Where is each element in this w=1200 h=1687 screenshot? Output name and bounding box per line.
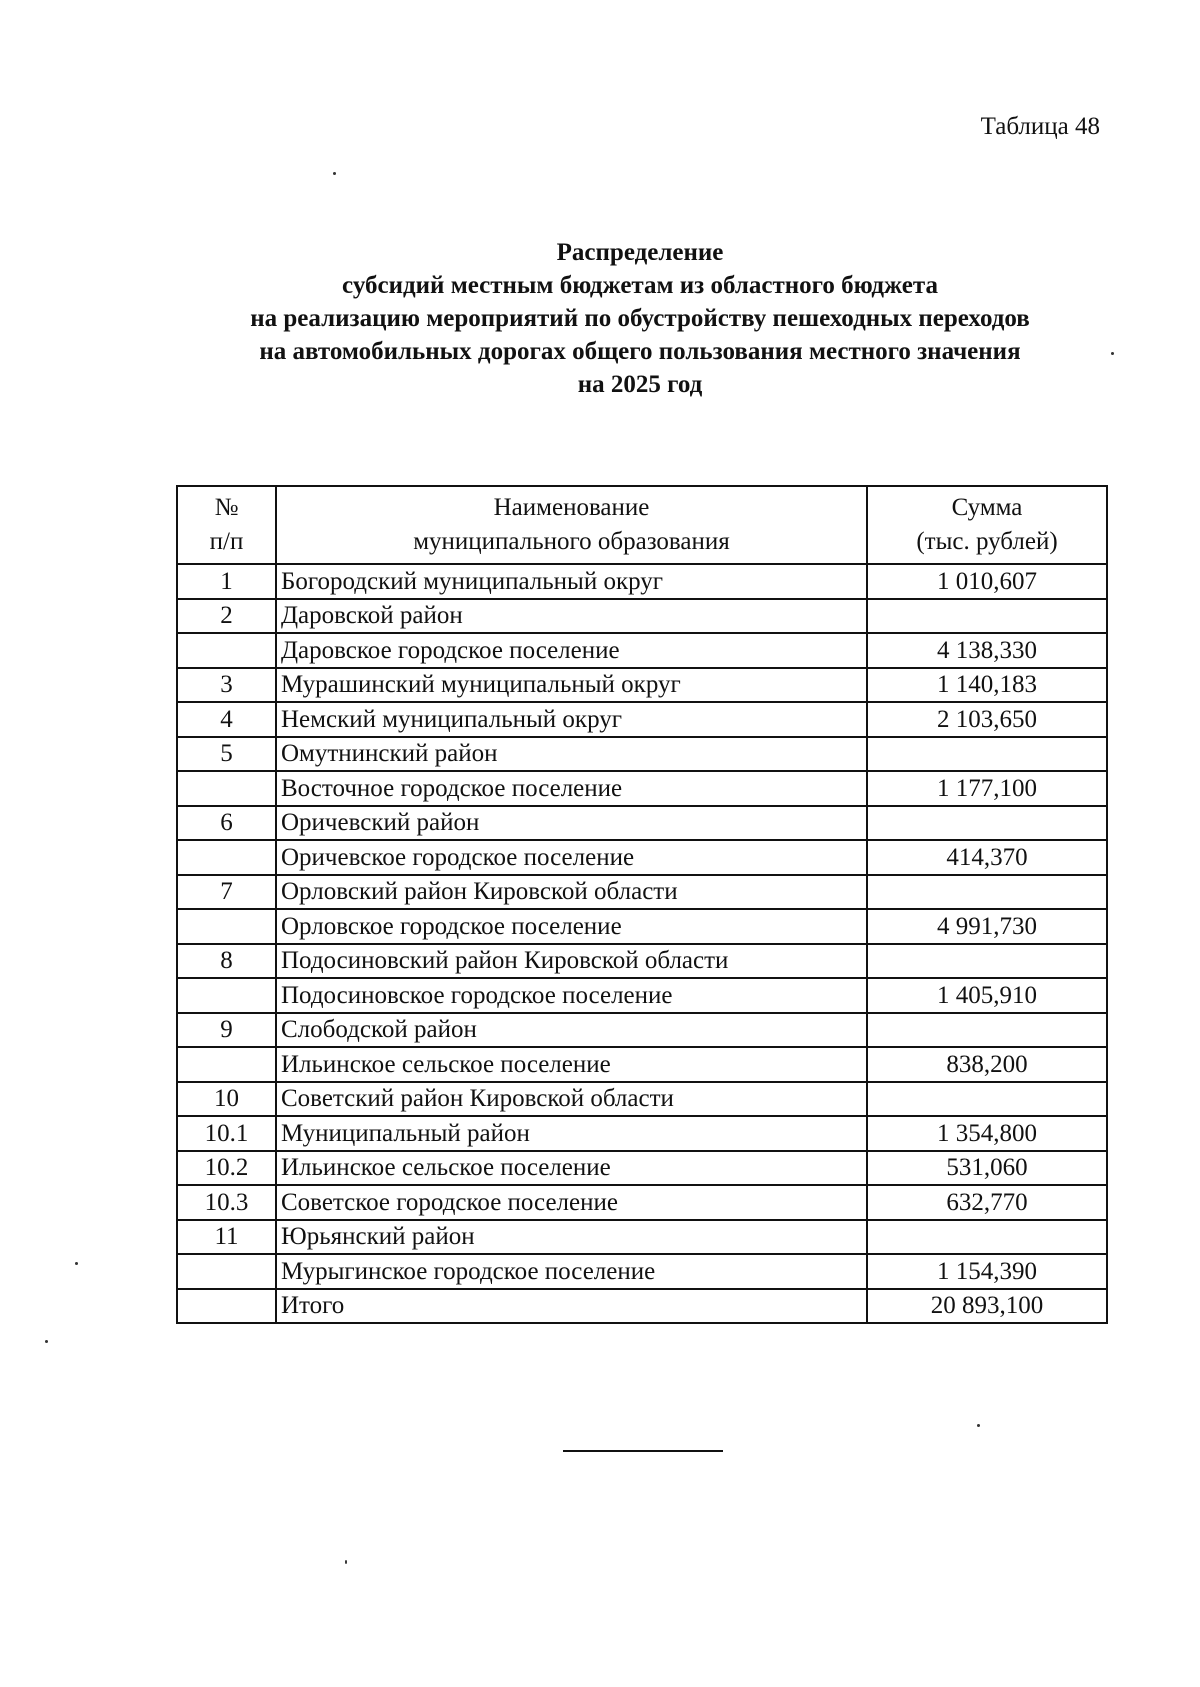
row-sum: 1 405,910 (867, 978, 1107, 1013)
row-number: 1 (177, 564, 276, 599)
row-sum: 20 893,100 (867, 1289, 1107, 1324)
row-name: Оричевский район (276, 806, 867, 841)
scan-speck (345, 1560, 347, 1564)
scan-speck (45, 1340, 48, 1343)
title-line: на 2025 год (577, 371, 703, 398)
table-row (177, 875, 1107, 910)
row-sum: 531,060 (867, 1151, 1107, 1186)
row-number: 8 (177, 944, 276, 979)
column-header-number: № п/п (177, 486, 276, 564)
row-sum: 1 010,607 (867, 564, 1107, 599)
table-row (177, 944, 1107, 979)
table-row (177, 633, 1107, 668)
table-row (177, 1185, 1107, 1220)
row-number: 7 (177, 875, 276, 910)
row-sum: 1 154,390 (867, 1254, 1107, 1289)
column-header-name: Наименование муниципального образования (276, 486, 867, 564)
row-sum: 1 354,800 (867, 1116, 1107, 1151)
row-number: 2 (177, 599, 276, 634)
row-number (177, 840, 276, 875)
row-name: Подосиновский район Кировской области (276, 944, 867, 979)
table-header-row (177, 486, 1107, 564)
subsidy-table (176, 485, 1108, 1324)
table-row (177, 771, 1107, 806)
row-sum: 414,370 (867, 840, 1107, 875)
row-name: Подосиновское городское поселение (276, 978, 867, 1013)
row-number (177, 978, 276, 1013)
row-sum (867, 599, 1107, 634)
row-number: 10.2 (177, 1151, 276, 1186)
table-row (177, 840, 1107, 875)
end-divider (563, 1450, 723, 1452)
table-row (177, 599, 1107, 634)
row-sum: 1 177,100 (867, 771, 1107, 806)
row-sum (867, 806, 1107, 841)
table-row (177, 1116, 1107, 1151)
table-row (177, 1082, 1107, 1117)
document-title (140, 236, 1140, 401)
table-row (177, 737, 1107, 772)
row-name: Богородский муниципальный округ (276, 564, 867, 599)
table-row (177, 1289, 1107, 1324)
row-sum: 2 103,650 (867, 702, 1107, 737)
row-number (177, 1254, 276, 1289)
scan-speck (1111, 352, 1114, 355)
row-number: 5 (177, 737, 276, 772)
row-sum (867, 944, 1107, 979)
row-name: Орловский район Кировской области (276, 875, 867, 910)
row-name: Немский муниципальный округ (276, 702, 867, 737)
row-name: Советское городское поселение (276, 1185, 867, 1220)
table-body (177, 564, 1107, 1323)
table-row (177, 1220, 1107, 1255)
table-number: Таблица 48 (980, 113, 1100, 140)
row-sum: 4 991,730 (867, 909, 1107, 944)
table-row (177, 1047, 1107, 1082)
row-sum: 838,200 (867, 1047, 1107, 1082)
row-sum (867, 1220, 1107, 1255)
row-number: 3 (177, 668, 276, 703)
row-number: 9 (177, 1013, 276, 1048)
row-name: Мурашинский муниципальный округ (276, 668, 867, 703)
row-name: Юрьянский район (276, 1220, 867, 1255)
row-number: 4 (177, 702, 276, 737)
row-name: Ильинское сельское поселение (276, 1047, 867, 1082)
table-row (177, 909, 1107, 944)
row-sum (867, 875, 1107, 910)
row-name: Слободской район (276, 1013, 867, 1048)
table-row (177, 806, 1107, 841)
table-row (177, 564, 1107, 599)
scan-speck (977, 1424, 980, 1427)
table-row (177, 978, 1107, 1013)
row-name: Орловское городское поселение (276, 909, 867, 944)
row-name: Даровское городское поселение (276, 633, 867, 668)
row-number: 10.1 (177, 1116, 276, 1151)
row-sum: 1 140,183 (867, 668, 1107, 703)
table-row (177, 1151, 1107, 1186)
scan-speck (333, 172, 336, 175)
row-number (177, 771, 276, 806)
scan-speck (75, 1262, 78, 1265)
title-line: на реализацию мероприятий по обустройству пешеходных переходов (250, 305, 1030, 332)
column-header-sum: Сумма (тыс. рублей) (867, 486, 1107, 564)
table-row (177, 702, 1107, 737)
row-name: Омутнинский район (276, 737, 867, 772)
row-name: Восточное городское поселение (276, 771, 867, 806)
row-number: 11 (177, 1220, 276, 1255)
row-sum (867, 737, 1107, 772)
row-name: Муниципальный район (276, 1116, 867, 1151)
row-number (177, 909, 276, 944)
table-row (177, 668, 1107, 703)
title-line: субсидий местным бюджетам из областного бюджета (342, 272, 938, 299)
row-name: Мурыгинское городское поселение (276, 1254, 867, 1289)
table-row (177, 1254, 1107, 1289)
row-name: Итого (276, 1289, 867, 1324)
table-row (177, 1013, 1107, 1048)
row-name: Советский район Кировской области (276, 1082, 867, 1117)
title-line: Распределение (556, 239, 724, 266)
row-sum (867, 1013, 1107, 1048)
row-number (177, 1047, 276, 1082)
row-number: 10 (177, 1082, 276, 1117)
row-number (177, 633, 276, 668)
row-name: Ильинское сельское поселение (276, 1151, 867, 1186)
row-sum: 632,770 (867, 1185, 1107, 1220)
row-name: Даровской район (276, 599, 867, 634)
title-line: на автомобильных дорогах общего пользования местного значения (259, 338, 1021, 365)
row-number (177, 1289, 276, 1324)
row-name: Оричевское городское поселение (276, 840, 867, 875)
row-number: 6 (177, 806, 276, 841)
row-sum (867, 1082, 1107, 1117)
row-sum: 4 138,330 (867, 633, 1107, 668)
row-number: 10.3 (177, 1185, 276, 1220)
